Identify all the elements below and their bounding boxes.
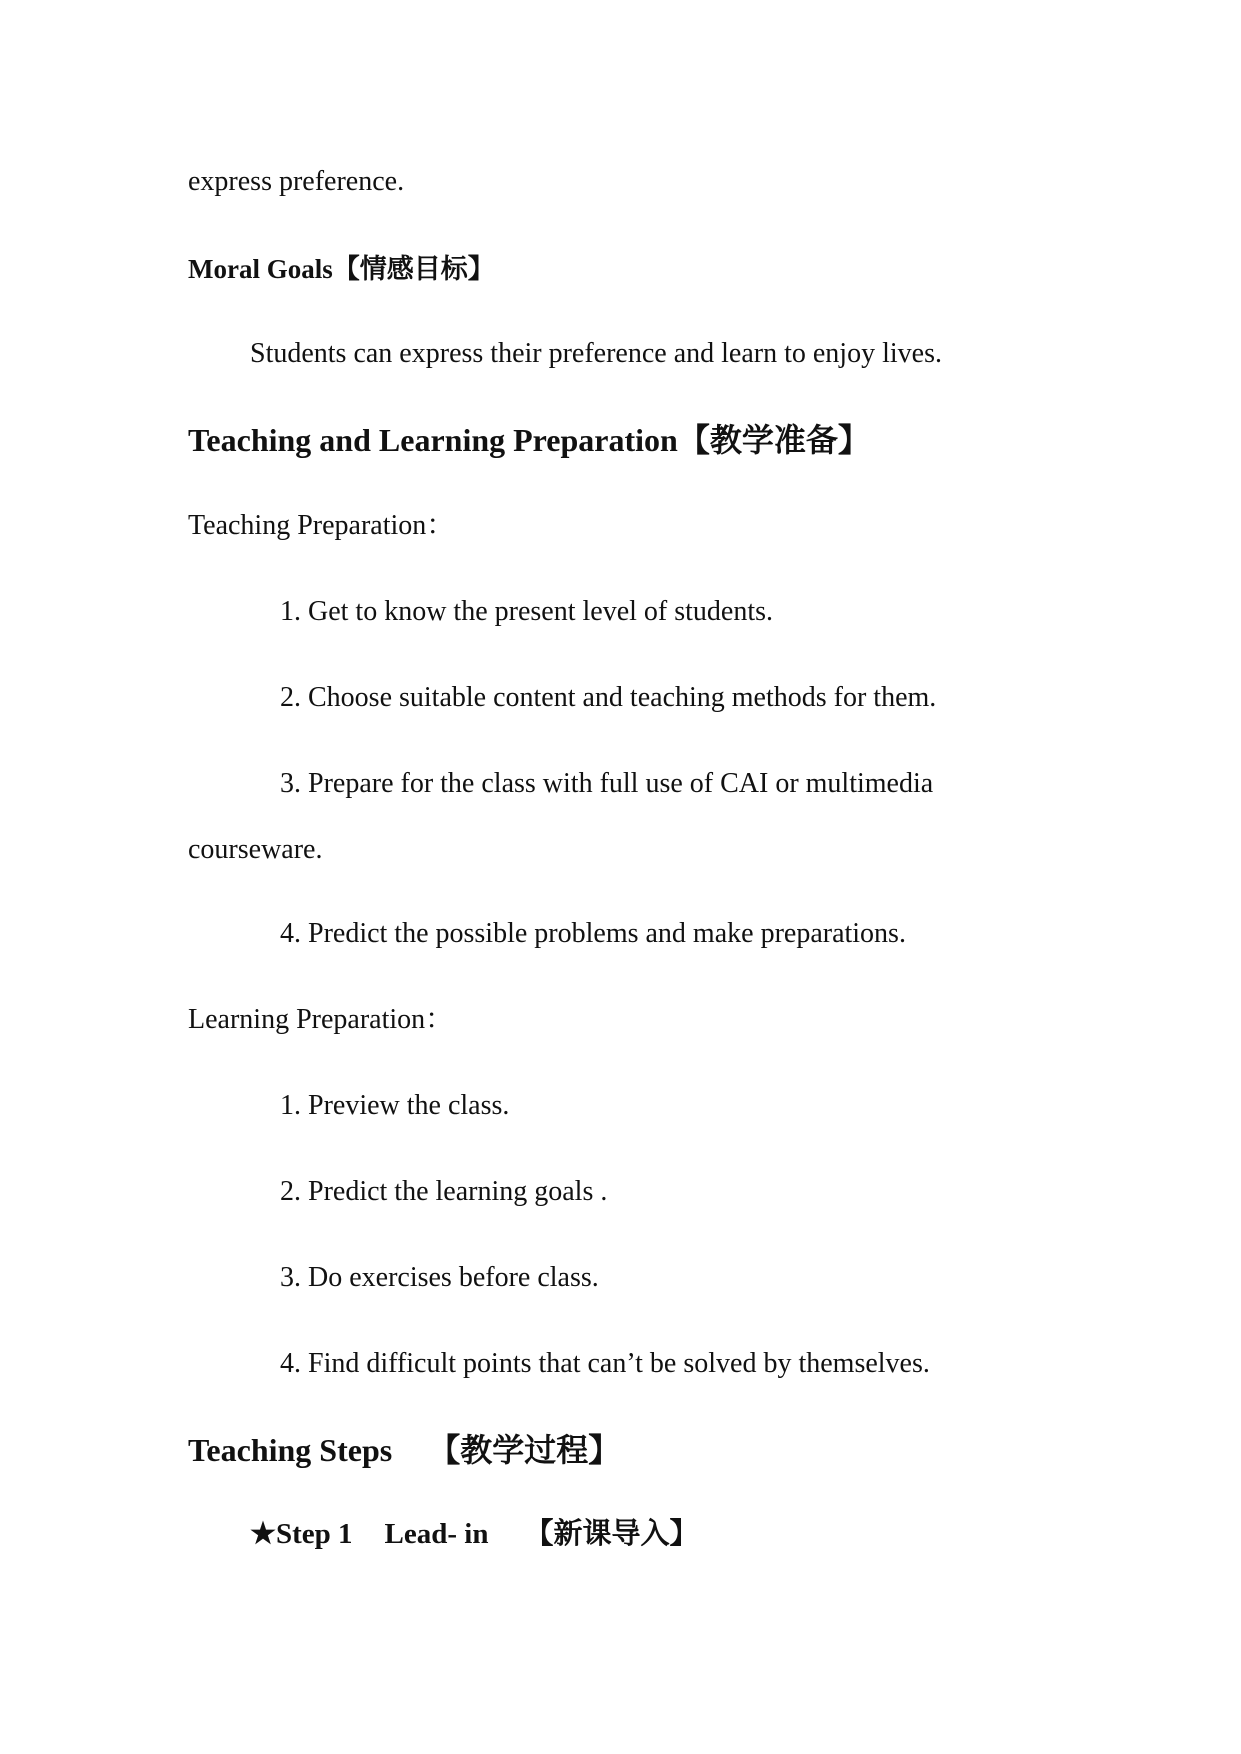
teaching-prep-item-3-continuation: courseware. bbox=[188, 834, 323, 865]
learning-prep-item-4: 4. Find difficult points that can’t be solved by themselves. bbox=[280, 1348, 930, 1379]
moral-goals-heading: Moral Goals【情感目标】 bbox=[188, 254, 495, 284]
learning-prep-item-3: 3. Do exercises before class. bbox=[280, 1262, 599, 1293]
intro-continuation: express preference. bbox=[188, 166, 405, 197]
preparation-heading: Teaching and Learning Preparation【教学准备】 bbox=[188, 422, 870, 458]
teaching-prep-item-1: 1. Get to know the present level of students. bbox=[280, 596, 774, 627]
star-icon: ★ bbox=[250, 1518, 276, 1550]
teaching-steps-heading-cn: 【教学过程】 bbox=[428, 1432, 621, 1468]
teaching-prep-item-2: 2. Choose suitable content and teaching methods for them. bbox=[280, 682, 937, 713]
step-1-heading bbox=[250, 1520, 699, 1549]
teaching-steps-heading-en: Teaching Steps bbox=[188, 1432, 393, 1468]
teaching-prep-item-3: 3. Prepare for the class with full use of CAI or multimedia bbox=[280, 768, 934, 799]
teaching-preparation-label: Teaching Preparation： bbox=[188, 510, 455, 541]
step-1-label: Step 1 bbox=[276, 1518, 353, 1550]
learning-prep-item-2: 2. Predict the learning goals . bbox=[280, 1176, 608, 1207]
learning-preparation-label: Learning Preparation： bbox=[188, 1004, 454, 1035]
moral-goals-text: Students can express their preference and learn to enjoy lives. bbox=[250, 338, 942, 369]
learning-prep-item-1: 1. Preview the class. bbox=[280, 1090, 510, 1121]
teaching-steps-heading bbox=[188, 1434, 620, 1466]
step-1-cn: 【新课导入】 bbox=[524, 1518, 699, 1550]
teaching-prep-item-4: 4. Predict the possible problems and make preparations. bbox=[280, 918, 906, 949]
step-1-title: Lead- in bbox=[384, 1518, 489, 1550]
